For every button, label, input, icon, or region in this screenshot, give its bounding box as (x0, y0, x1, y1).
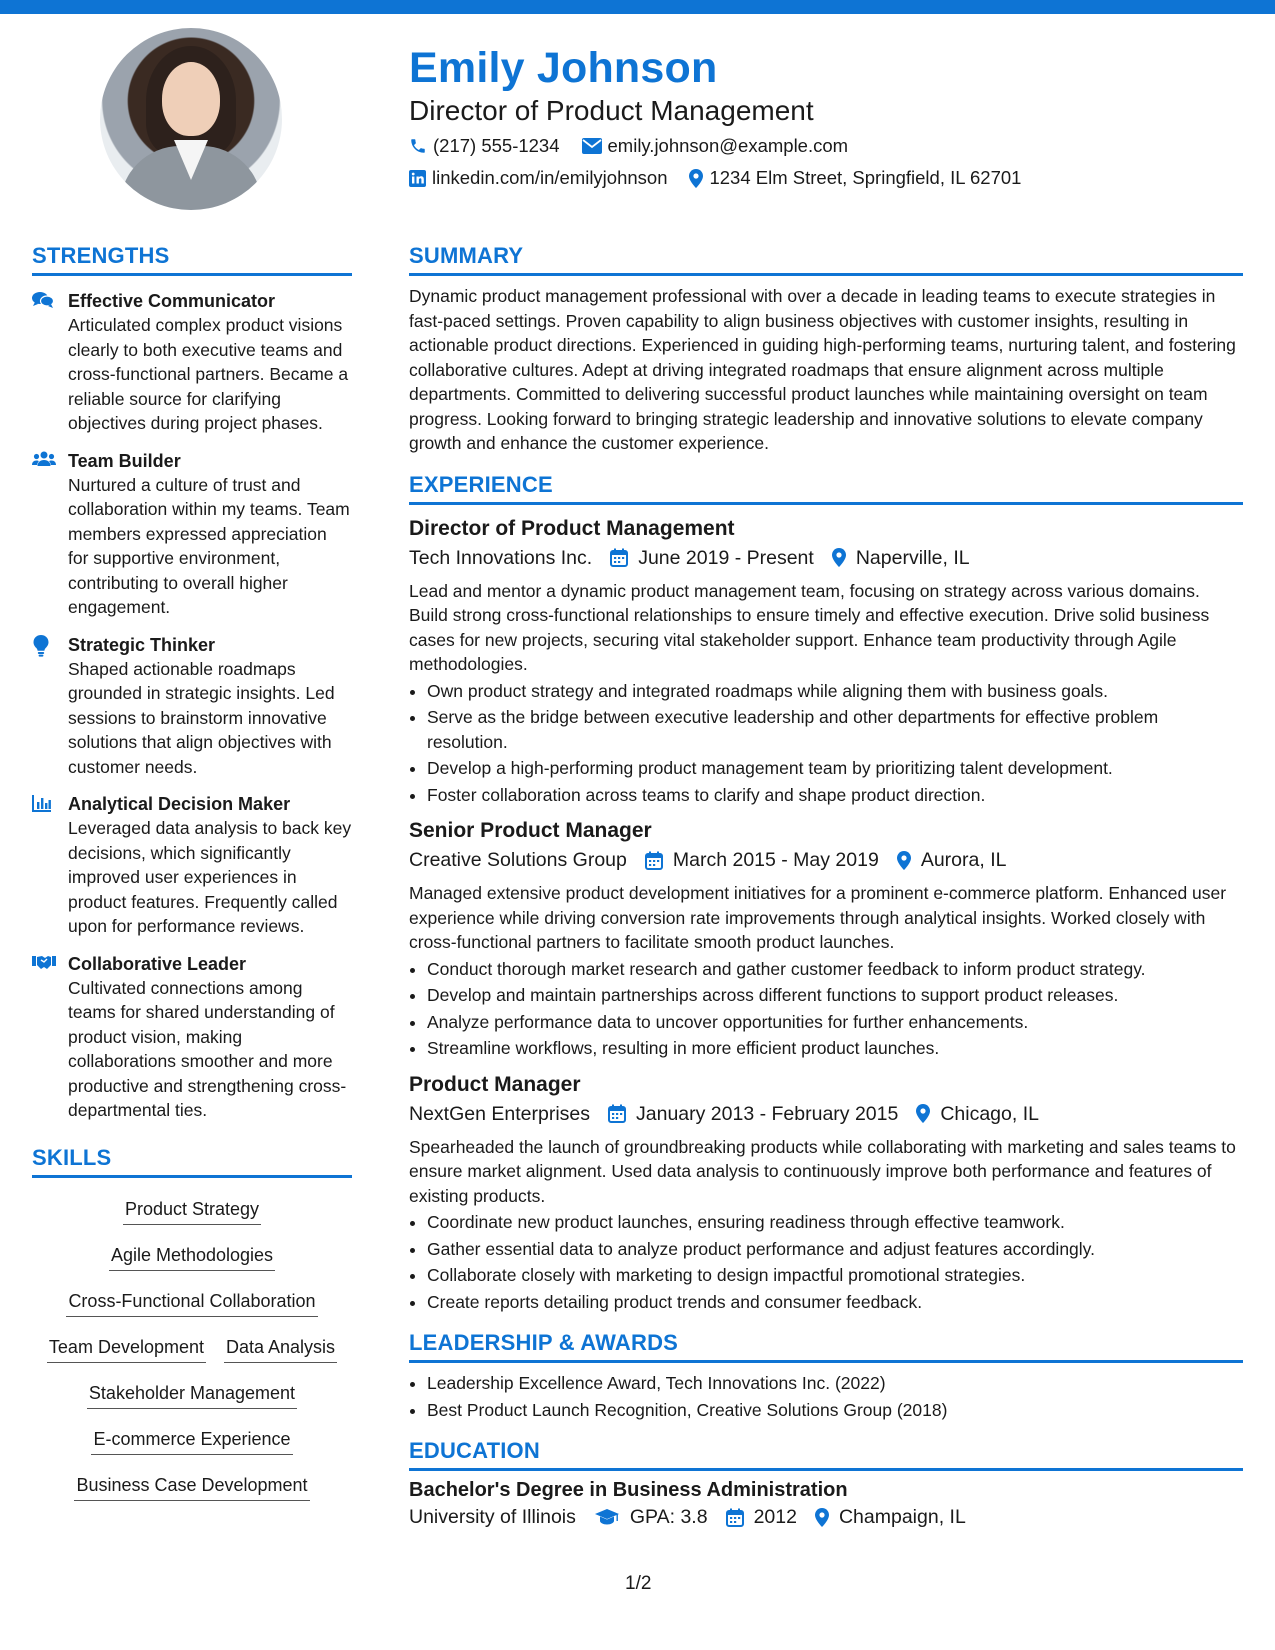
location-pin-icon (897, 851, 911, 870)
calendar-icon (645, 851, 663, 870)
awards-list (409, 1371, 1243, 1422)
skills-heading: SKILLS (32, 1145, 352, 1178)
job-bullet: • Own product strategy and integrated roadmaps while aligning them with business goals. (427, 679, 1243, 704)
job-company: NextGen Enterprises (409, 1102, 590, 1125)
experience-heading: EXPERIENCE (409, 472, 1243, 505)
awards-section (409, 1330, 1243, 1422)
strength-item (32, 289, 352, 436)
job-entry (409, 1071, 1243, 1315)
job-entry (409, 515, 1243, 808)
page-number: 1/2 (625, 1573, 652, 1594)
job-company: Tech Innovations Inc. (409, 546, 593, 569)
job-company: Creative Solutions Group (409, 849, 627, 871)
strength-description: Articulated complex product visions clearly to both executive teams and cross-functional partners. Became a reliable source for clarifying objectives during project phases. (68, 315, 349, 433)
address-text: 1234 Elm Street, Springfield, IL 62701 (709, 167, 1022, 188)
left-column (32, 243, 352, 1512)
job-bullet: • Conduct thorough market research and gather customer feedback to inform product strategy. (427, 957, 1243, 982)
job-entry (409, 817, 1243, 1061)
location-pin-icon (815, 1508, 829, 1527)
top-accent-bar (0, 0, 1275, 14)
job-dates: January 2013 - February 2015 (636, 1102, 899, 1125)
education-section (409, 1438, 1243, 1532)
contact-row-2 (409, 167, 1021, 189)
lightbulb-icon (32, 633, 54, 780)
email-text: emily.johnson@example.com (607, 135, 849, 156)
job-title: Senior Product Manager (409, 819, 652, 842)
location-pin-icon (916, 1104, 930, 1123)
job-bullet: • Serve as the bridge between executive leadership and other departments for effective problem resolution. (427, 705, 1243, 754)
skill-tag: Cross-Functional Collaboration (66, 1289, 317, 1317)
calendar-icon (726, 1508, 744, 1527)
summary-heading: SUMMARY (409, 243, 1243, 276)
job-title: Director of Product Management (409, 516, 735, 540)
job-description: Managed extensive product development initiatives for a prominent e-commerce platform. Enhanced user experience while driving conversion rate improvements through analytical insights. Worked closely with cross-functional partners to facilitate smooth product launches. (409, 883, 1227, 952)
strength-description: Nurtured a culture of trust and collaboration within my teams. Team members expressed appreciation for supportive environment, contributing to overall higher engagement. (68, 474, 350, 617)
job-bullets (409, 957, 1243, 1061)
gpa-text: GPA: 3.8 (629, 1506, 708, 1528)
education-meta (409, 1502, 1243, 1532)
linkedin-contact[interactable] (409, 167, 667, 189)
job-bullet: • Gather essential data to analyze product performance and adjust features accordingly. (427, 1237, 1243, 1262)
job-bullet: • Foster collaboration across teams to clarify and shape product direction. (427, 783, 1243, 808)
award-item: • Leadership Excellence Award, Tech Innovations Inc. (2022) (427, 1371, 1243, 1396)
job-location: Chicago, IL (940, 1102, 1039, 1125)
job-bullet: • Develop and maintain partnerships across different functions to support product releases. (427, 983, 1243, 1008)
profile-photo (100, 28, 282, 210)
strength-item (32, 952, 352, 1123)
skill-tag: Business Case Development (74, 1473, 309, 1501)
candidate-name: Emily Johnson (409, 44, 718, 92)
strength-title: Effective Communicator (68, 291, 276, 311)
location-pin-icon (832, 548, 846, 567)
skill-tag: Team Development (47, 1335, 206, 1363)
skills-section (32, 1145, 352, 1512)
skill-tag: Product Strategy (123, 1197, 261, 1225)
job-dates: June 2019 - Present (638, 546, 814, 569)
job-bullets (409, 679, 1243, 808)
education-heading: EDUCATION (409, 1438, 1243, 1471)
job-bullet: • Create reports detailing product trends and consumer feedback. (427, 1290, 1243, 1315)
summary-section (409, 243, 1243, 456)
experience-section (409, 472, 1243, 1315)
job-location: Naperville, IL (855, 546, 970, 569)
contact-row-1 (409, 135, 848, 157)
strength-item (32, 449, 352, 620)
job-location: Aurora, IL (920, 849, 1007, 871)
phone-contact[interactable] (409, 135, 560, 157)
strength-title: Strategic Thinker (68, 634, 216, 655)
strength-item (32, 792, 352, 939)
job-title: Product Manager (409, 1072, 581, 1096)
linkedin-icon (409, 170, 426, 187)
strength-description: Leveraged data analysis to back key decisions, which significantly improved user experiences in product features. Frequently called upon for performance reviews. (68, 818, 352, 936)
linkedin-text: linkedin.com/in/emilyjohnson (432, 167, 668, 188)
phone-icon (409, 137, 427, 155)
strength-title: Analytical Decision Maker (68, 794, 291, 814)
job-bullet: • Streamline workflows, resulting in more efficient product launches. (427, 1036, 1243, 1061)
job-bullets (409, 1210, 1243, 1314)
strength-item (32, 633, 352, 780)
location-pin-icon (689, 169, 703, 188)
job-meta (409, 543, 1243, 573)
school-location: Champaign, IL (838, 1506, 966, 1528)
envelope-icon (582, 138, 602, 154)
bar-chart-icon (32, 792, 54, 939)
job-dates: March 2015 - May 2019 (672, 849, 879, 871)
degree-title: Bachelor's Degree in Business Administration (409, 1479, 848, 1501)
email-contact[interactable] (582, 135, 849, 157)
phone-text: (217) 555-1234 (433, 135, 560, 156)
strength-description: Cultivated connections among teams for shared understanding of product vision, making collaborations smoother and more productive and strengthening cross-departmental ties. (68, 977, 347, 1120)
job-description: Lead and mentor a dynamic product management team, focusing on strategy across various domains. Build strong cross-functional relationships to ensure timely and effective execution. Drive solid business cases for new projects, securing vital stakeholder support. Enhance team productivity through Agile methodologies. (409, 580, 1210, 674)
candidate-title: Director of Product Management (409, 95, 814, 126)
job-bullet: • Analyze performance data to uncover opportunities for further enhancements. (427, 1010, 1243, 1035)
job-bullet: • Coordinate new product launches, ensuring readiness through effective teamwork. (427, 1210, 1243, 1235)
skill-tag: Data Analysis (224, 1335, 337, 1363)
calendar-icon (610, 548, 628, 567)
job-description: Spearheaded the launch of groundbreaking products while collaborating with marketing and sales teams to ensure market alignment. Used data analysis to continuously improve both performance and features of existing products. (409, 1136, 1236, 1206)
strength-description: Shaped actionable roadmaps grounded in strategic insights. Led sessions to brainstorm innovative solutions that align objectives with customer needs. (68, 658, 335, 777)
graduation-year: 2012 (753, 1506, 797, 1528)
job-meta (409, 845, 1243, 875)
comments-icon (32, 289, 54, 436)
job-bullet: • Collaborate closely with marketing to design impactful promotional strategies. (427, 1263, 1243, 1288)
strengths-heading: STRENGTHS (32, 243, 352, 276)
job-bullet: • Develop a high-performing product management team by prioritizing talent development. (427, 756, 1243, 781)
address-contact (689, 167, 1021, 189)
handshake-icon (32, 952, 54, 1123)
skills-list (32, 1178, 352, 1512)
strength-title: Team Builder (68, 450, 181, 471)
graduation-cap-icon (594, 1508, 620, 1526)
users-icon (32, 449, 54, 620)
strength-title: Collaborative Leader (68, 953, 247, 974)
job-meta (409, 1099, 1243, 1129)
skill-tag: Agile Methodologies (109, 1243, 275, 1271)
award-item: • Best Product Launch Recognition, Creative Solutions Group (2018) (427, 1398, 1243, 1423)
school-name: University of Illinois (409, 1506, 576, 1528)
skill-tag: Stakeholder Management (87, 1381, 297, 1409)
summary-text: Dynamic product management professional with over a decade in leading teams to execute strategies in fast-paced settings. Proven capability to align business objectives with customer insights, resulting in actionable product directions. Experienced in guiding high-performing teams, nurturing talent, and fostering collaborative cultures. Adept at driving integrated roadmaps that ensure alignment across multiple departments. Committed to delivering successful product launches while maintaining oversight on team progress. Looking forward to bringing strategic leadership and innovative solutions to elevate company growth and enhance the customer experience. (409, 286, 1236, 453)
skill-tag: E-commerce Experience (91, 1427, 292, 1455)
awards-heading: LEADERSHIP & AWARDS (409, 1330, 1243, 1363)
right-column (409, 243, 1243, 1532)
calendar-icon (608, 1104, 626, 1123)
